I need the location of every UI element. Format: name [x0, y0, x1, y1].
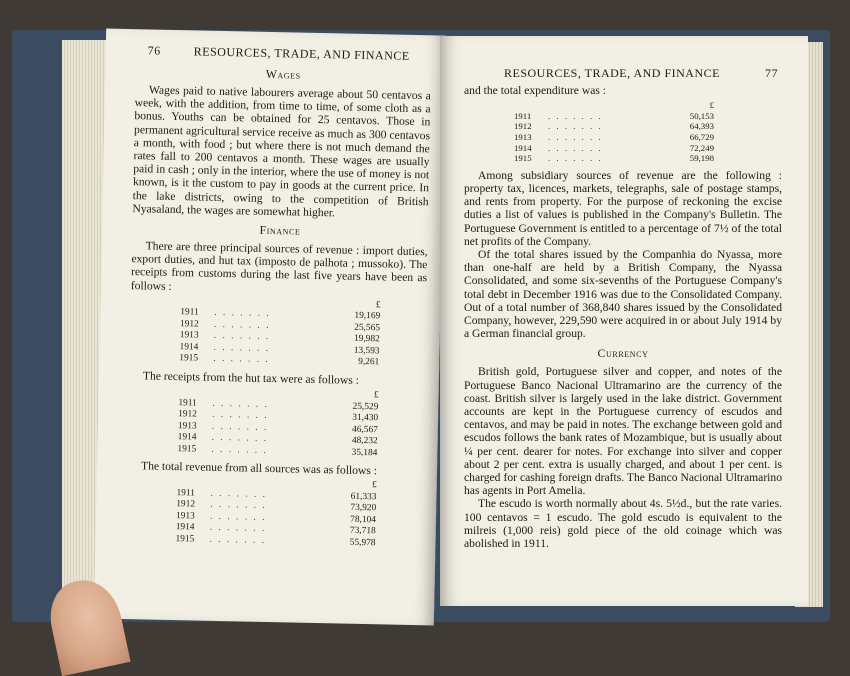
- shares-paragraph: Of the total shares issued by the Companhia do Nyassa, more than one-half are held by a British Company, the Nyassa Consolidated, and some six-sevenths of the Portuguese Company's total debt in December 1916 was due to the Consolidated Company. Out of a total number of 368,840 shares issued by the Consolidated Company, however, 229,590 were acquired in or about July 1914 by a German financial group.: [464, 247, 782, 341]
- table-row: 1915 . . . . . . . 35,184: [177, 443, 378, 458]
- wages-heading: Wages: [265, 66, 301, 82]
- expenditure-table: [514, 100, 714, 164]
- table-row: 1913 . . . . . . . 46,567: [177, 420, 378, 435]
- running-head: RESOURCES, TRADE, AND FINANCE: [504, 66, 720, 80]
- table-row: 1912 . . . . . . . 64,393: [514, 121, 714, 132]
- currency-symbol: £: [709, 100, 714, 111]
- currency-symbol: £: [373, 390, 379, 401]
- table-row: 1911 . . . . . . . 61,333: [176, 487, 377, 503]
- finance-heading: Finance: [259, 222, 301, 238]
- left-page: [94, 29, 446, 626]
- subsidiary-paragraph: Among subsidiary sources of revenue are the following : property tax, licences, markets, telegraphs, sale of postage stamps, and rents from property. For the purpose of reckoning the excise duties a list of values is published in the Company's Bulletin. The Portuguese Government is entitled to a percentage of 7½ of the total net profits of the Company.: [464, 168, 782, 248]
- hut-tax-table: [177, 386, 378, 459]
- page-number: 77: [765, 66, 778, 80]
- table-row: 1912 . . . . . . . 31,430: [178, 409, 379, 424]
- total-revenue-intro: The total revenue from all sources was as follows :: [140, 459, 378, 478]
- table-row: 1914 . . . . . . . 73,718: [175, 522, 376, 537]
- table-row: 1912 . . . . . . . 25,565: [179, 318, 381, 334]
- table-row: 1911 . . . . . . . 50,153: [514, 110, 714, 121]
- escudo-paragraph: The escudo is worth normally about 4s. 5½d., but the rate varies. 100 centavos = 1 escudo. The gold escudo is equivalent to the milreis (1,000 reis) gold piece of the old coinage which was abolished in 1911.: [464, 497, 782, 551]
- table-row: 1913 . . . . . . . 19,982: [179, 330, 380, 345]
- table-row: 1911 . . . . . . . 25,529: [178, 397, 379, 412]
- table-row: 1913 . . . . . . . 66,729: [514, 131, 714, 142]
- customs-table: [179, 296, 380, 369]
- table-row: 1915 . . . . . . . 55,978: [175, 533, 376, 549]
- table-row: 1911 . . . . . . . 19,169: [180, 307, 381, 322]
- currency-symbol: £: [371, 480, 377, 491]
- table-row: 1913 . . . . . . . 78,104: [175, 510, 377, 526]
- total-revenue-table: [175, 476, 376, 549]
- left-running-header: [136, 43, 432, 67]
- currency-symbol: £: [375, 300, 381, 311]
- table-row: 1912 . . . . . . . 73,920: [176, 499, 377, 514]
- expenditure-intro: and the total expenditure was :: [464, 84, 606, 97]
- table-row: 1914 . . . . . . . 48,232: [177, 432, 378, 447]
- table-row: 1914 . . . . . . . 72,249: [514, 142, 714, 153]
- hut-tax-intro: The receipts from the hut tax were as follows :: [142, 369, 360, 387]
- table-row: 1915 . . . . . . . 59,198: [514, 153, 714, 164]
- right-running-header: [464, 66, 782, 84]
- finance-paragraph: There are three principal sources of revenue : import duties, export duties, and hut tax (imposto de palhota ; mussoko). The receipts from customs during the last five years have been as follows :: [130, 239, 428, 293]
- currency-paragraph: British gold, Portuguese silver and copper, and notes of the Portuguese Banco Nacional Ultramarino are the currency of the coast. British silver is largely used in the lake district. Government accounts are kept in the Portuguese currency of escudos and centavos, and may be paid in notes. The exchange between gold and escudos follows the bank rates of Mozambique, but is usually about ¼ per cent. dearer for notes. For exchange into silver and copper about 2 per cent. extra is usually charged, and about 1 per cent. is charged for cashing foreign drafts. The Banco Nacional Ultramarino has agents in Port Amelia.: [464, 365, 782, 498]
- table-row: 1914 . . . . . . . 13,593: [179, 341, 380, 357]
- running-head: RESOURCES, TRADE, AND FINANCE: [193, 44, 410, 63]
- currency-heading: Currency: [597, 346, 649, 361]
- wages-paragraph: Wages paid to native labourers average about 50 centavos a week, with the addition, from time to time, of some cloth as a bonus. Youths can be obtained for 25 centavos. Those in permanent agricultural service receive as much as 300 centavos a month, with food ; but where there is not much demand the rates fall to 200 centavos a month. These wages are usually paid in cash ; only in the interior, where the use of money is not known, is it the custom to pay in goods at the current price. In the lake districts, owing to the competition of British Nyasaland, the wages are somewhat higher.: [132, 83, 432, 220]
- right-page: [440, 36, 808, 606]
- table-row: 1915 . . . . . . . 9,261: [179, 353, 380, 368]
- page-number: 76: [147, 43, 161, 58]
